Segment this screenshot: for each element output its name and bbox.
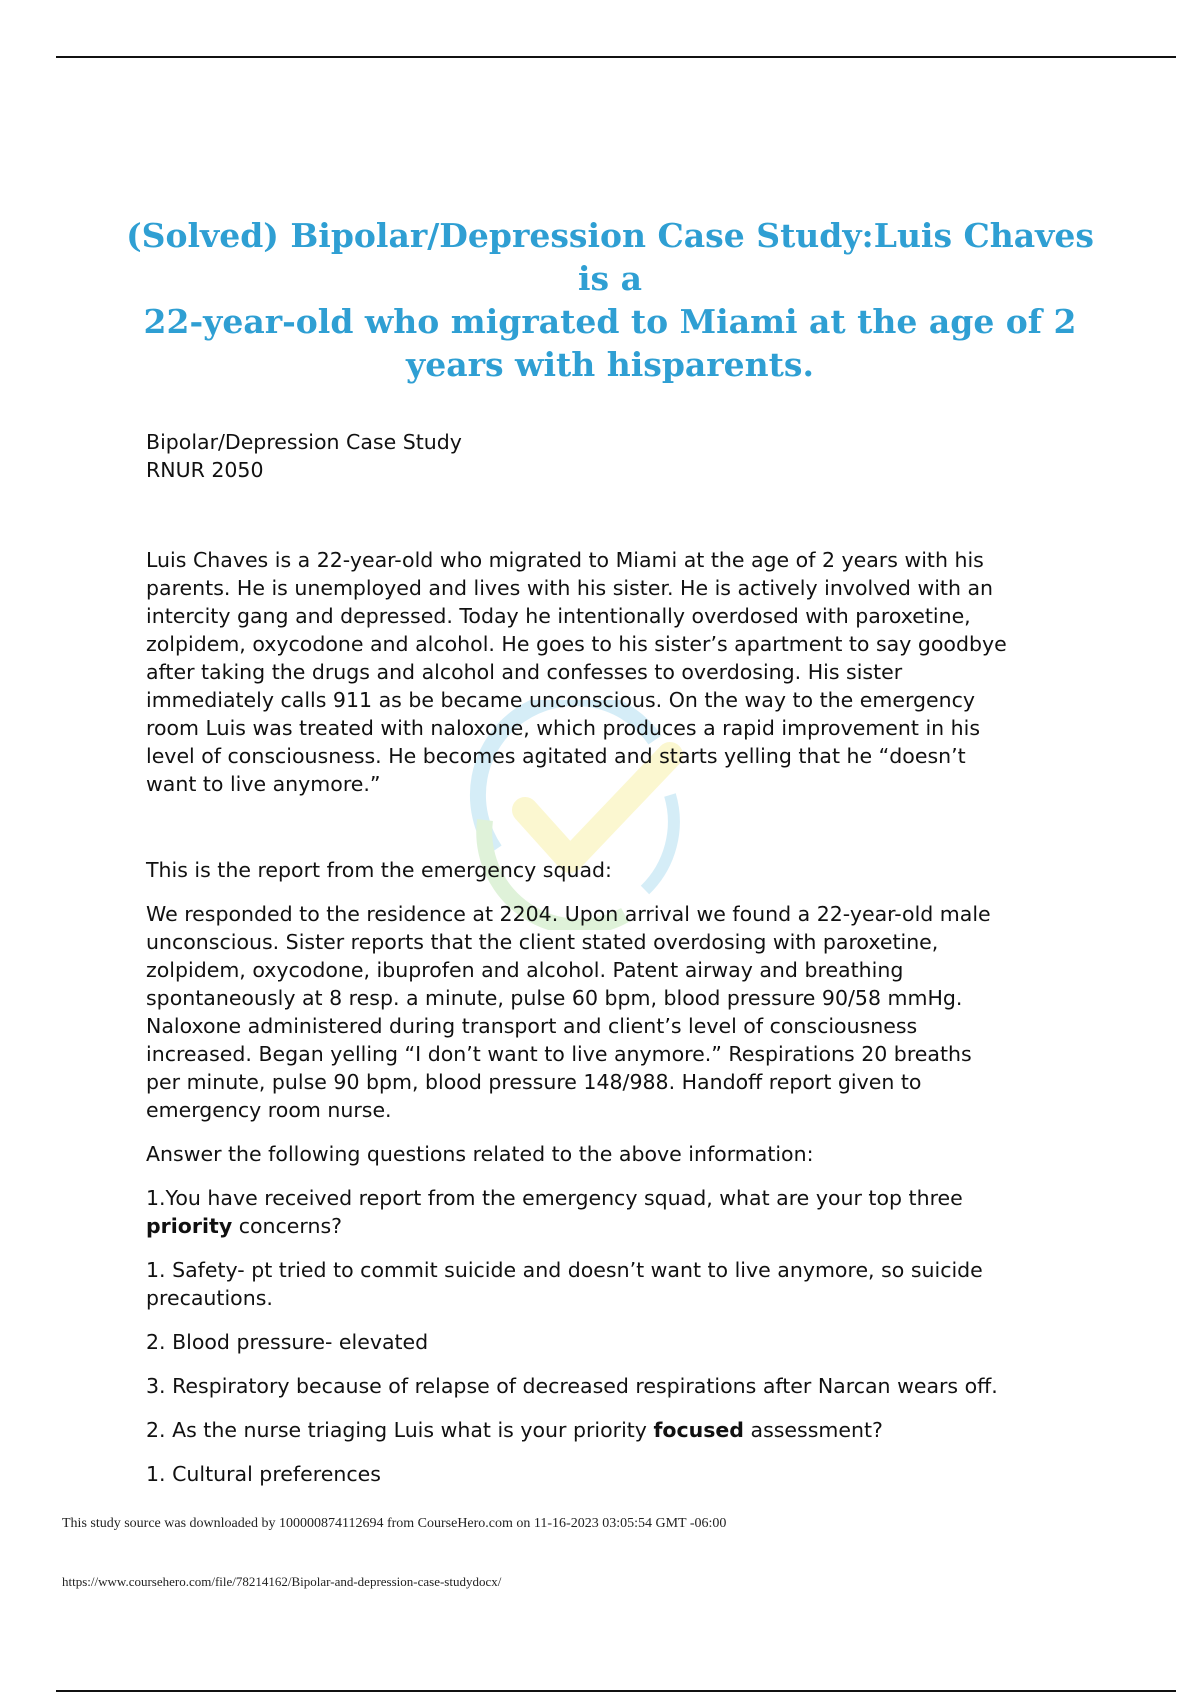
question-1-line: 1.You have received report from the emergency squad, what are your top three bbox=[146, 1186, 963, 1210]
title-line-2: 22-year-old who migrated to Miami at the age of 2 bbox=[143, 302, 1077, 341]
question-2-post: assessment? bbox=[743, 1418, 883, 1442]
answer-line: precautions. bbox=[146, 1286, 273, 1310]
case-line: after taking the drugs and alcohol and confesses to overdosing. His sister bbox=[146, 660, 903, 684]
question-1-rest: concerns? bbox=[232, 1214, 343, 1238]
question-1 bbox=[146, 1184, 1096, 1240]
report-line: emergency room nurse. bbox=[146, 1098, 392, 1122]
case-line: want to live anymore.” bbox=[146, 772, 381, 796]
source-url-link[interactable]: https://www.coursehero.com/file/78214162/Bipolar-and-depression-case-studydocx/ bbox=[62, 1574, 502, 1589]
doc-subtitle bbox=[146, 428, 1096, 484]
case-line: parents. He is unemployed and lives with his sister. He is actively involved with an bbox=[146, 576, 994, 600]
case-line: room Luis was treated with naloxone, which produces a rapid improvement in his bbox=[146, 716, 981, 740]
document-title bbox=[120, 214, 1100, 386]
answer-1-1 bbox=[146, 1256, 1096, 1312]
answer-1-3: 3. Respiratory because of relapse of decreased respirations after Narcan wears off. bbox=[146, 1374, 998, 1398]
report-line: Naloxone administered during transport and client’s level of consciousness bbox=[146, 1014, 918, 1038]
report-intro: This is the report from the emergency squad: bbox=[146, 858, 612, 882]
report-line: spontaneously at 8 resp. a minute, pulse 60 bpm, blood pressure 90/58 mmHg. bbox=[146, 986, 963, 1010]
question-1-bold: priority bbox=[146, 1214, 233, 1238]
title-line-3: years with hisparents. bbox=[406, 345, 814, 384]
report-paragraph bbox=[146, 900, 1096, 1124]
report-line: per minute, pulse 90 bpm, blood pressure 148/988. Handoff report given to bbox=[146, 1070, 922, 1094]
case-paragraph bbox=[146, 546, 1096, 798]
answer-1-2: 2. Blood pressure- elevated bbox=[146, 1330, 429, 1354]
report-line: We responded to the residence at 2204. Upon arrival we found a 22-year-old male bbox=[146, 902, 991, 926]
case-line: immediately calls 911 as be became unconscious. On the way to the emergency bbox=[146, 688, 976, 712]
report-line: zolpidem, oxycodone, ibuprofen and alcohol. Patent airway and breathing bbox=[146, 958, 904, 982]
case-line: level of consciousness. He becomes agitated and starts yelling that he “doesn’t bbox=[146, 744, 966, 768]
download-source-note: This study source was downloaded by 100000874112694 from CourseHero.com on 11-16-2023 03:05:54 GMT -06:00 bbox=[62, 1516, 727, 1531]
question-2 bbox=[146, 1416, 1096, 1444]
course-code: RNUR 2050 bbox=[146, 458, 264, 482]
question-2-pre: 2. As the nurse triaging Luis what is your priority bbox=[146, 1418, 654, 1442]
case-line: Luis Chaves is a 22-year-old who migrated to Miami at the age of 2 years with his bbox=[146, 548, 984, 572]
top-rule bbox=[56, 56, 1176, 58]
doc-title-line: Bipolar/Depression Case Study bbox=[146, 430, 462, 454]
report-line: unconscious. Sister reports that the client stated overdosing with paroxetine, bbox=[146, 930, 939, 954]
title-line-1: (Solved) Bipolar/Depression Case Study:Luis Chaves is a bbox=[126, 216, 1094, 298]
questions-intro: Answer the following questions related to the above information: bbox=[146, 1142, 814, 1166]
answer-2-1: 1. Cultural preferences bbox=[146, 1462, 381, 1486]
bottom-rule bbox=[56, 1690, 1176, 1692]
question-1-tail bbox=[146, 1212, 1096, 1240]
report-line: increased. Began yelling “I don’t want to live anymore.” Respirations 20 breaths bbox=[146, 1042, 972, 1066]
case-line: zolpidem, oxycodone and alcohol. He goes to his sister’s apartment to say goodbye bbox=[146, 632, 1007, 656]
document-body bbox=[146, 428, 1096, 1488]
case-line: intercity gang and depressed. Today he intentionally overdosed with paroxetine, bbox=[146, 604, 971, 628]
question-2-bold: focused bbox=[653, 1418, 744, 1442]
answer-line: 1. Safety- pt tried to commit suicide and doesn’t want to live anymore, so suicide bbox=[146, 1258, 983, 1282]
